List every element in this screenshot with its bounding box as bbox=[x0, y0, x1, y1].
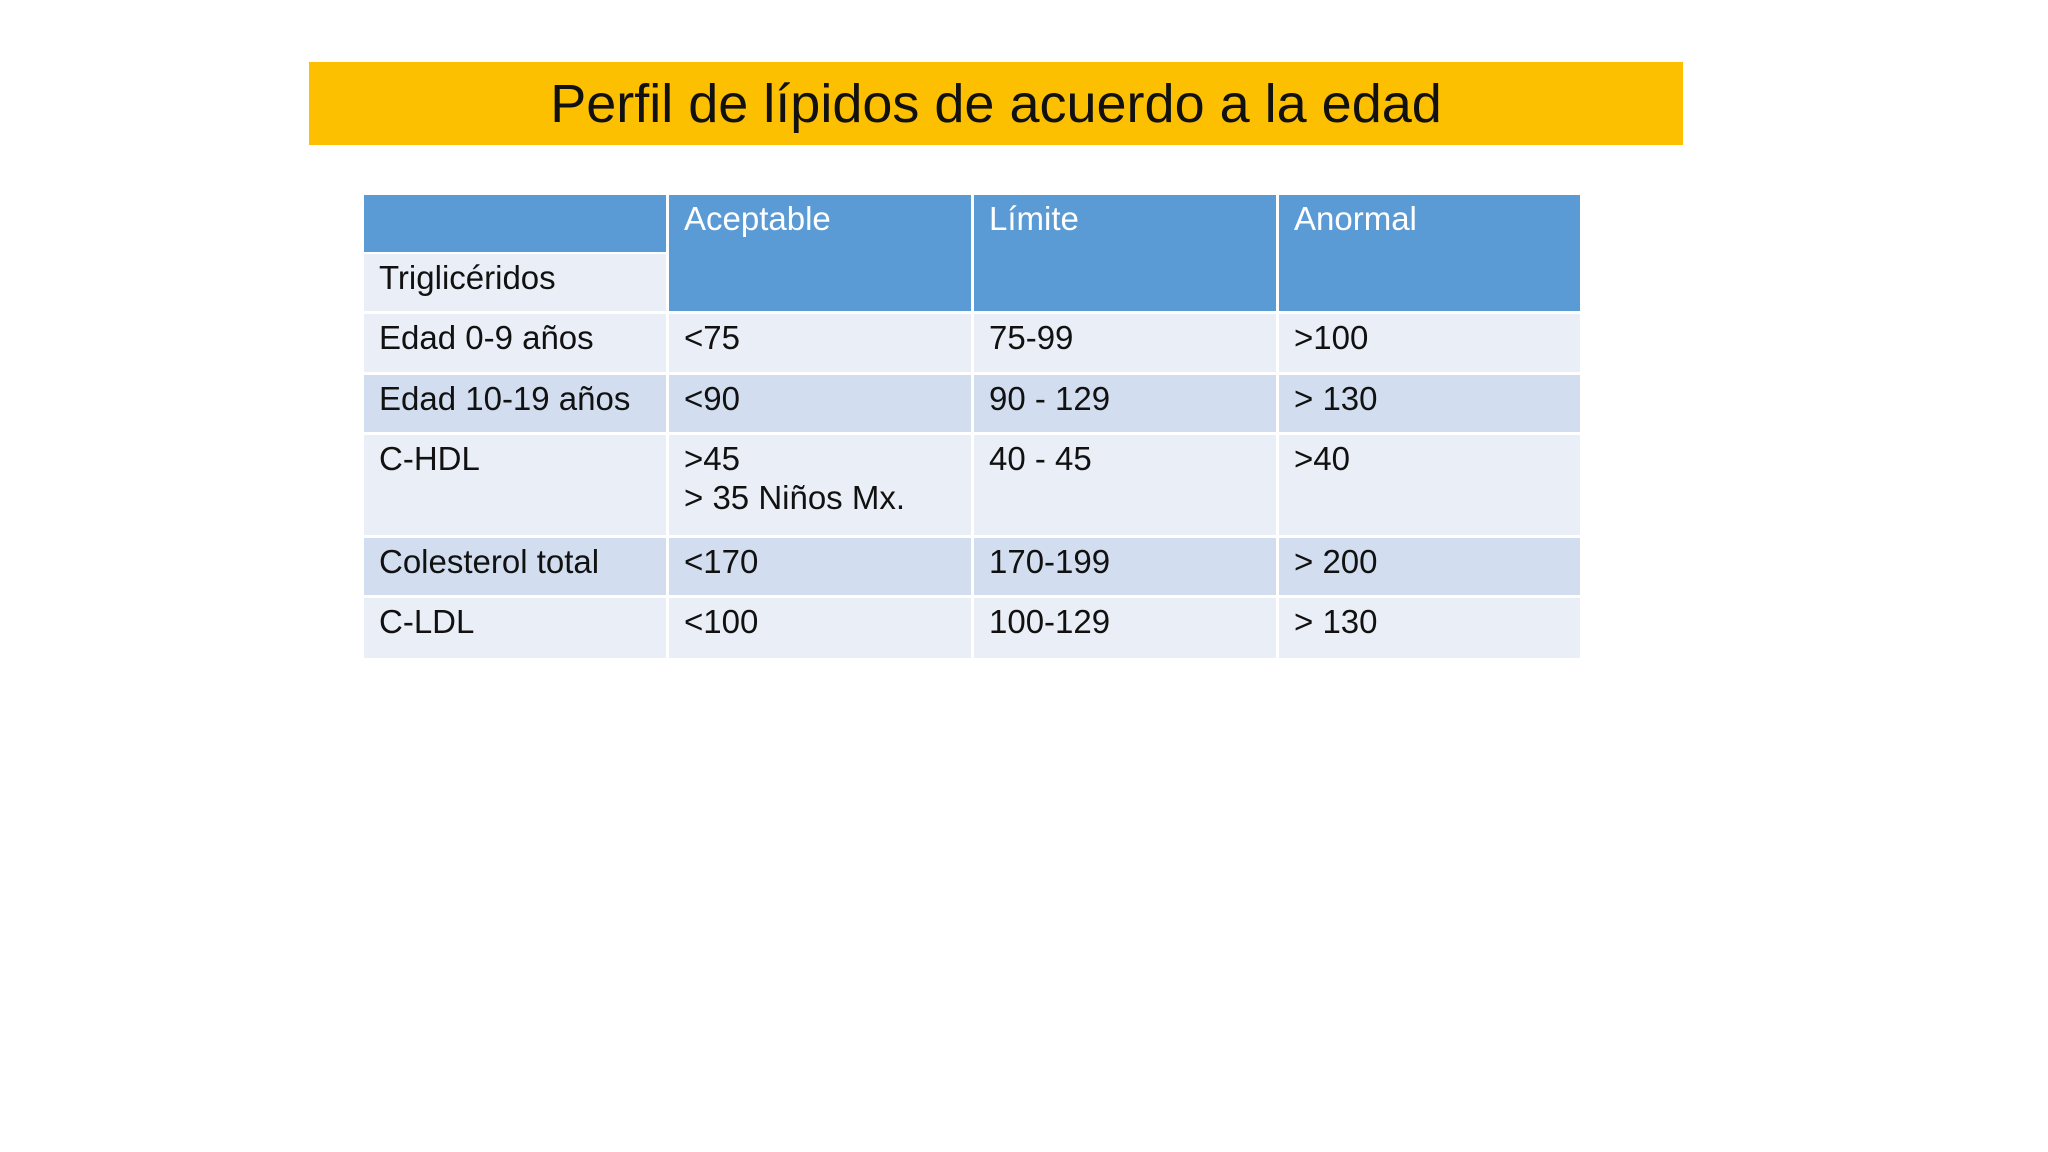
table-cell: 100-129 bbox=[974, 598, 1276, 658]
table-cell: >40 bbox=[1279, 435, 1580, 535]
table-cell: 90 - 129 bbox=[974, 375, 1276, 432]
row-header-trigliceridos bbox=[364, 254, 666, 311]
table-row-label: Edad 0-9 años bbox=[364, 314, 666, 372]
lipid-table bbox=[364, 195, 1580, 658]
title-bar bbox=[309, 62, 1683, 145]
table-cell: > 130 bbox=[1279, 375, 1580, 432]
table-cell: > 200 bbox=[1279, 538, 1580, 595]
table-corner-cell bbox=[364, 195, 666, 252]
table-cell: 170-199 bbox=[974, 538, 1276, 595]
table-cell: <170 bbox=[669, 538, 971, 595]
table-cell: <100 bbox=[669, 598, 971, 658]
table-cell: 75-99 bbox=[974, 314, 1276, 372]
column-header-limite: Límite bbox=[974, 195, 1276, 311]
table-cell: > 130 bbox=[1279, 598, 1580, 658]
table-cell: <90 bbox=[669, 375, 971, 432]
column-header-anormal: Anormal bbox=[1279, 195, 1580, 311]
table-row-label: C-HDL bbox=[364, 435, 666, 535]
table-cell: >100 bbox=[1279, 314, 1580, 372]
table-row-label: C-LDL bbox=[364, 598, 666, 658]
table-cell: <75 bbox=[669, 314, 971, 372]
table-cell: >45 > 35 Niños Mx. bbox=[669, 435, 971, 535]
table-row-label: Edad 10-19 años bbox=[364, 375, 666, 432]
table-row-label: Colesterol total bbox=[364, 538, 666, 595]
table-cell: 40 - 45 bbox=[974, 435, 1276, 535]
slide-title: Perfil de lípidos de acuerdo a la edad bbox=[550, 73, 1442, 134]
column-header-aceptable: Aceptable bbox=[669, 195, 971, 311]
row-header-label: Triglicéridos bbox=[379, 259, 556, 296]
hdl-children-note: > 35 Niños Mx. bbox=[684, 479, 906, 516]
